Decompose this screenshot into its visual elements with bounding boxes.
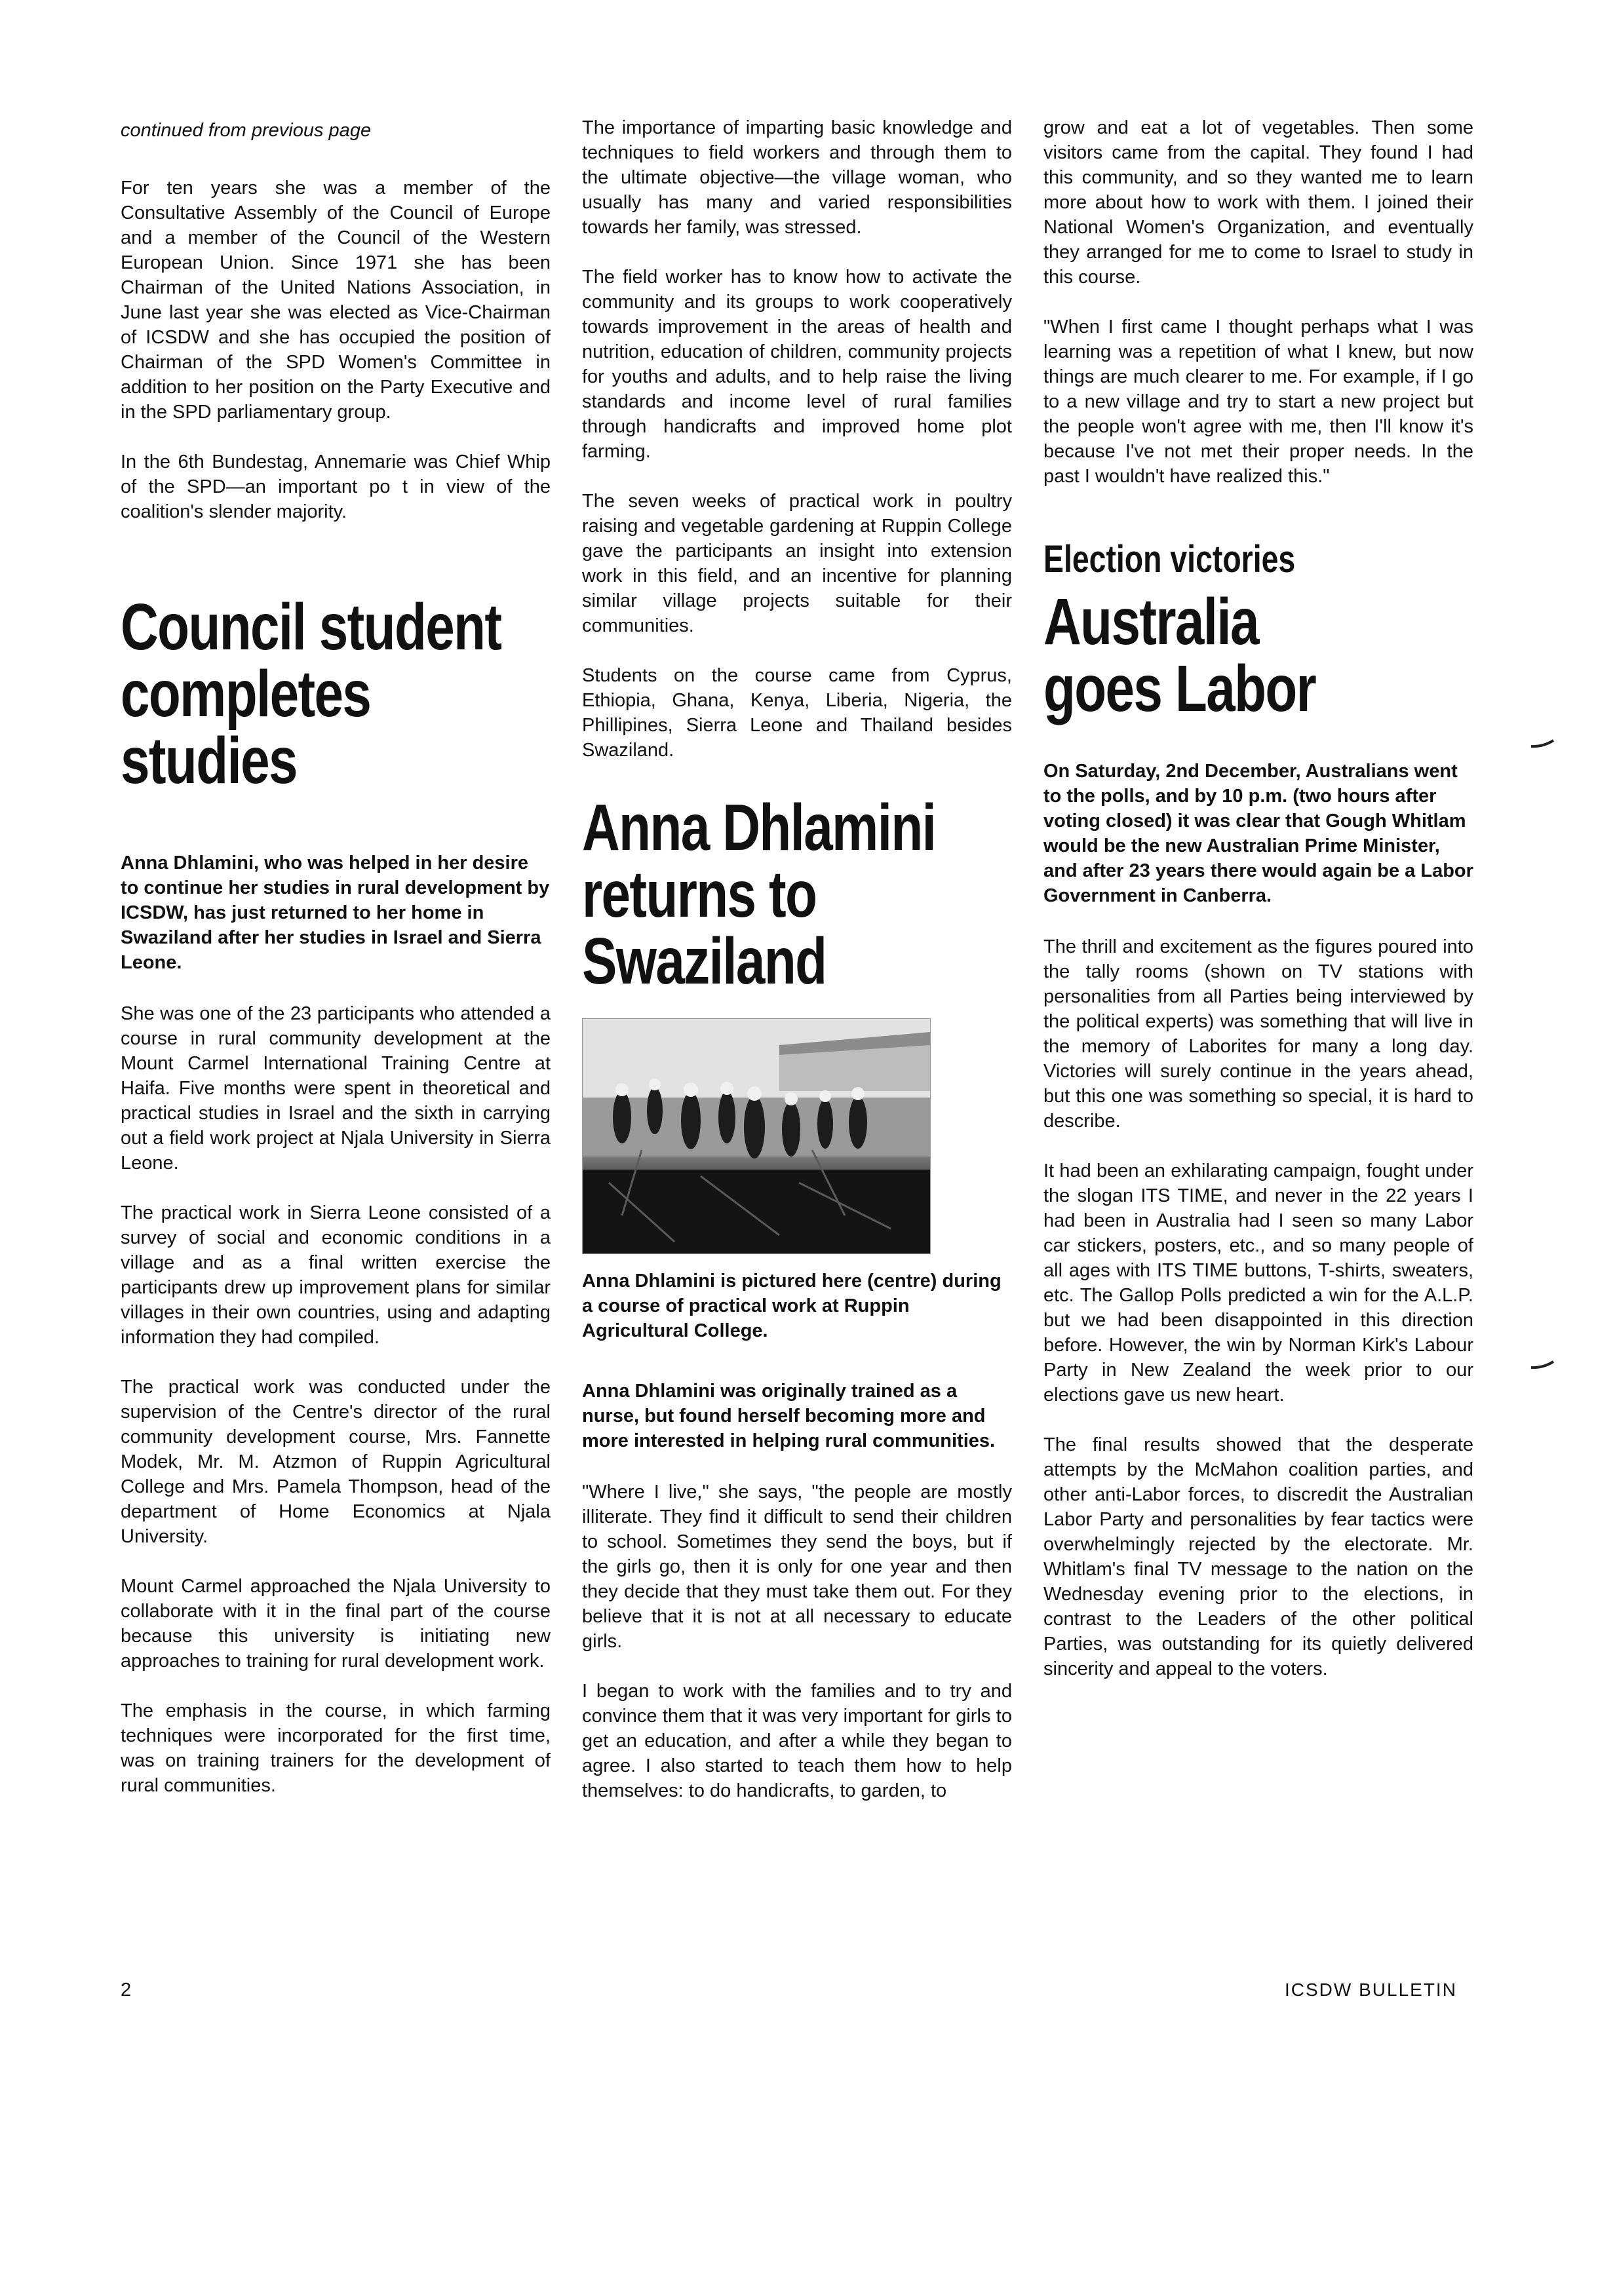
column-2 (582, 115, 1012, 1828)
article-photo (582, 1018, 931, 1254)
margin-mark (1530, 739, 1555, 748)
article-paragraph: The practical work was conducted under the supervision of the Centre's director of the rural community development course, Mrs. Fannette Modek, Mr. M. Atzmon of Ruppin Agricultural College and Mrs. Pamela Thompson, head of the department of Home Economics at Njala University. (121, 1377, 551, 1547)
publication-name: ICSDW BULLETIN (1285, 1980, 1457, 2000)
article-paragraph: It had been an exhilarating campaign, fought under the slogan ITS TIME, and never in the 22 years I had been in Australia had I seen so many Labor car stickers, posters, etc., and so many people of all ages with ITS TIME buttons, T-shirts, sweaters, etc. The Gallop Polls predicted a win for the A.L.P. but we had been disappointed in this direction before. However, the win by Norman Kirk's Labour Party in New Zealand the week prior to our elections gave us new heart. (1043, 1160, 1473, 1406)
headline-line: Anna Dhlamini (582, 791, 936, 864)
headline-line: studies (121, 724, 297, 797)
article-paragraph: "When I first came I thought perhaps what I was learning was a repetition of what I knew, but now things are much clearer to me. For example, if I go to a new village and try to start a new project but the people won't agree with me, then I'll know it's because I've not met their proper needs. In the past I wouldn't have realized this." (1043, 316, 1473, 487)
article-paragraph: grow and eat a lot of vegetables. Then some visitors came from the capital. They found I had this community, and so they wanted me to learn more about how to work with them. I joined their National Women's Organization, and eventually they arranged for me to come to Israel to study in this course. (1043, 117, 1473, 288)
article-paragraph: "Where I live," she says, "the people are mostly illiterate. They find it difficult to send their children to school. Sometimes they send the boys, but if the girls go, then it is only for one year and then they decide that they must take them out. For they believe that it is not at all necessary to educate girls. (582, 1482, 1012, 1652)
headline-line: Swaziland (582, 925, 827, 998)
photo-caption: Anna Dhlamini is pictured here (centre) during a course of practical work at Ruppin Agricultural College. (582, 1271, 1002, 1341)
headline-line: completes (121, 657, 371, 731)
headline-anna-dhlamini (582, 791, 1012, 998)
article-paragraph: In the 6th Bundestag, Annemarie was Chief Whip of the SPD—an important po t in view of the coalition's slender majority. (121, 451, 551, 522)
article-paragraph: The seven weeks of practical work in poultry raising and vegetable gardening at Ruppin College gave the participants an insight into extension work in this field, and an incentive for planning similar village projects suitable for their communities. (582, 491, 1012, 636)
column-1 (121, 115, 551, 1823)
headline-line: Australia (1043, 585, 1258, 659)
article-paragraph: The importance of imparting basic knowledge and techniques to field workers and through them to the ultimate objective—the village woman, who usually has many and varied responsibilities towards her family, was stressed. (582, 117, 1012, 238)
article-lead: Anna Dhlamini was originally trained as a nurse, but found herself becoming more and more interested in helping rural communities. (582, 1381, 996, 1451)
page-number: 2 (121, 1980, 132, 2000)
article-lead: On Saturday, 2nd December, Australians went to the polls, and by 10 p.m. (two hours after voting closed) it was clear that Gough Whitlam would be the new Australian Prime Minister, and after 23 years there would again be a Labor Government in Canberra. (1043, 761, 1473, 906)
article-paragraph: I began to work with the families and to try and convince them that it was very important for girls to get an education, and after a while they began to agree. I also started to teach them how to help themselves: to do handicrafts, to garden, to (582, 1681, 1012, 1801)
headline-line: returns to (582, 858, 817, 931)
headline-line: Council student (121, 590, 501, 664)
headline-australia-labor (1043, 585, 1473, 725)
margin-mark (1530, 1360, 1555, 1369)
column-3 (1043, 115, 1473, 1706)
article-paragraph: The emphasis in the course, in which farming techniques were incorporated for the first time, was on training trainers for the development of rural communities. (121, 1700, 551, 1796)
article-paragraph: The final results showed that the desperate attempts by the McMahon coalition parties, and other anti-Labor forces, to discredit the Australian Labor Party and personalities by fear tactics were overwhelmingly rejected by the electorate. Mr. Whitlam's final TV message to the nation on the Wednesday evening prior to the elections, in contrast to the Leaders of the other political Parties, was outstanding for its quietly delivered sincerity and appeal to the voters. (1043, 1434, 1473, 1679)
section-kicker: Election victories (1043, 538, 1296, 581)
article-paragraph: The field worker has to know how to activate the community and its groups to work cooperatively towards improvement in the areas of health and nutrition, education of children, community projects for youths and adults, and to help raise the living standards and income level of rural families through handicrafts and improved home plot farming. (582, 267, 1012, 462)
headline-council-student (121, 590, 551, 797)
photo-illustration (583, 1019, 930, 1253)
article-lead: Anna Dhlamini, who was helped in her desire to continue her studies in rural development by ICSDW, has just returned to her home in Swaziland after her studies in Israel and Sierra Leone. (121, 852, 550, 973)
article-paragraph: Students on the course came from Cyprus, Ethiopia, Ghana, Kenya, Liberia, Nigeria, the Phillipines, Sierra Leone and Thailand besides Swaziland. (582, 665, 1012, 761)
article-paragraph: The practical work in Sierra Leone consisted of a survey of social and economic conditions in a village and as a final written exercise the participants drew up improvement plans for similar villages in their own countries, using and adapting information they had compiled. (121, 1202, 551, 1348)
article-paragraph: For ten years she was a member of the Consultative Assembly of the Council of Europe and a member of the Council of the Western European Union. Since 1971 she has been Chairman of the United Nations Association, in June last year she was elected as Vice-Chairman of ICSDW and she has occupied the position of Chairman of the SPD Women's Committee in addition to her position on the Party Executive and in the SPD parliamentary group. (121, 178, 551, 423)
continued-note: continued from previous page (121, 120, 372, 141)
article-paragraph: She was one of the 23 participants who attended a course in rural community development at the Mount Carmel International Training Centre at Haifa. Five months were spent in theoretical and practical studies in Israel and the sixth in carrying out a field work project at Njala University in Sierra Leone. (121, 1003, 551, 1174)
article-paragraph: The thrill and excitement as the figures poured into the tally rooms (shown on TV stations with personalities from all Parties being interviewed by the political experts) was something that will live in the memory of Laborites for many a long day. Victories will surely continue in the years ahead, but this one was something so special, it is hard to describe. (1043, 936, 1473, 1132)
article-paragraph: Mount Carmel approached the Njala University to collaborate with it in the final part of the course because this university is initiating new approaches to training for rural development work. (121, 1576, 551, 1672)
headline-line: goes Labor (1043, 652, 1316, 725)
